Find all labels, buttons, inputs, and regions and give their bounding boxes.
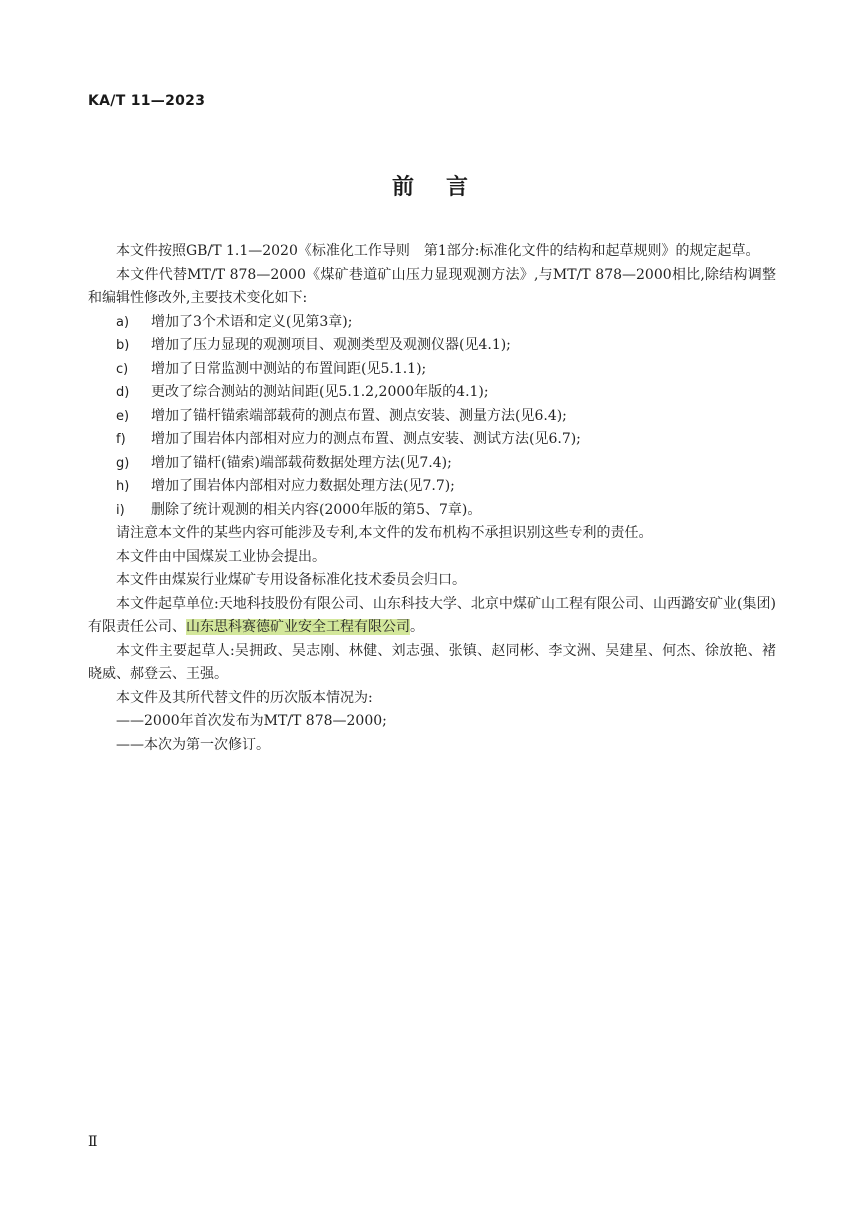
list-text: 增加了锚杆锚索端部载荷的测点布置、测点安装、测量方法(见6.4); (151, 407, 567, 424)
list-marker: g) (116, 455, 130, 471)
page-number: Ⅱ (88, 1134, 98, 1150)
list-text: 增加了围岩体内部相对应力的测点布置、测点安装、测试方法(见6.7); (151, 431, 581, 447)
list-marker: h) (116, 479, 130, 494)
foreword-body (88, 240, 776, 757)
list-marker: a) (116, 314, 130, 330)
list-item (88, 452, 776, 476)
changes-list (88, 311, 776, 523)
list-marker: i) (116, 502, 125, 518)
list-marker: f) (116, 432, 126, 447)
list-text: 增加了围岩体内部相对应力数据处理方法(见7.7); (151, 478, 455, 494)
page-title: 前言 (391, 175, 500, 200)
list-text: 增加了日常监测中测站的布置间距(见5.1.1); (151, 360, 427, 377)
list-item (88, 311, 776, 335)
list-item (88, 405, 776, 429)
list-text: 增加了锚杆(锚索)端部载荷数据处理方法(见7.4); (151, 454, 452, 471)
history-intro: 本文件及其所代替文件的历次版本情况为: (116, 689, 373, 706)
list-marker: b) (116, 338, 130, 353)
managed-by: 本文件由煤炭行业煤矿专用设备标准化技术委员会归口。 (116, 572, 466, 588)
history-item: ——本次为第一次修订。 (116, 736, 270, 753)
list-item (88, 428, 776, 452)
list-text: 更改了综合测站的测站间距(见5.1.2,2000年版的4.1); (151, 384, 489, 400)
list-item (88, 334, 776, 358)
drafters: 本文件主要起草人:吴拥政、吴志刚、林健、刘志强、张镇、赵同彬、李文洲、吴建星、何杰、徐放艳、褚晓威、郝登云、王强。 (88, 642, 776, 682)
intro-paragraph: 本文件按照GB/T 1.1—2020《标准化工作导则 第1部分:标准化文件的结构和起草规则》的规定起草。 (116, 243, 760, 259)
list-item (88, 499, 776, 523)
list-marker: d) (116, 385, 130, 400)
list-marker: e) (116, 408, 130, 424)
list-item (88, 381, 776, 405)
list-marker: c) (116, 361, 129, 377)
list-item (88, 475, 776, 499)
proposed-by: 本文件由中国煤炭工业协会提出。 (116, 548, 326, 565)
replacement-paragraph: 本文件代替MT/T 878—2000《煤矿巷道矿山压力显现观测方法》,与MT/T 878—2000相比,除结构调整和编辑性修改外,主要技术变化如下: (88, 266, 776, 306)
standard-code: KA/T 11—2023 (88, 93, 206, 109)
list-text: 增加了压力显现的观测项目、观测类型及观测仪器(见4.1); (151, 337, 511, 353)
list-text: 增加了3个术语和定义(见第3章); (151, 313, 353, 330)
list-item (88, 358, 776, 382)
drafting-units (88, 593, 776, 640)
highlighted-unit: 山东思科赛德矿业安全工程有限公司 (186, 619, 410, 635)
history-item: ——2000年首次发布为MT/T 878—2000; (116, 713, 387, 729)
drafting-units-end: 。 (410, 619, 424, 635)
list-text: 删除了统计观测的相关内容(2000年版的第5、7章)。 (151, 501, 482, 518)
drafting-units-text: 本文件起草单位:天地科技股份有限公司、山东科技大学、北京中煤矿山工程有限公司、山西潞安矿业(集团)有限责任公司、 (88, 595, 776, 635)
patent-notice: 请注意本文件的某些内容可能涉及专利,本文件的发布机构不承担识别这些专利的责任。 (116, 525, 653, 541)
